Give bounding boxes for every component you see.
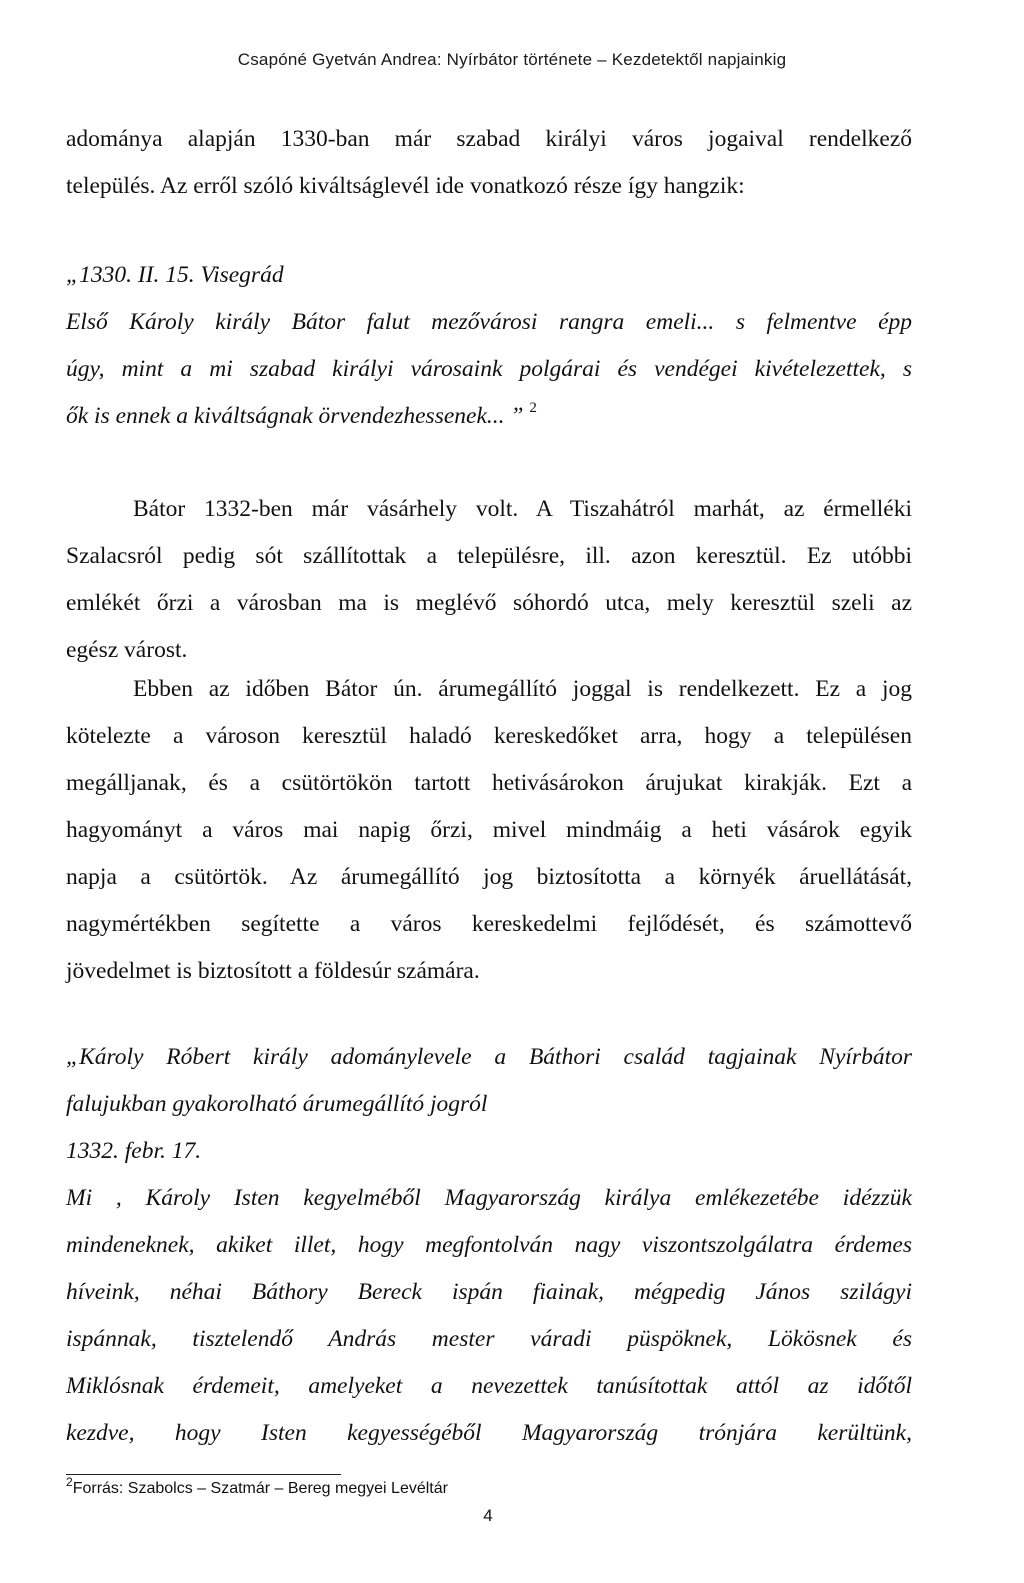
quote-line: mindeneknek, akiket illet, hogy megfontolván nagy viszontszolgálatra érdemes	[66, 1232, 912, 1258]
quote-line: ispánnak, tisztelendő András mester váradi püspöknek, Lökösnek és	[66, 1326, 912, 1352]
page-number: 4	[483, 1506, 493, 1525]
paragraph-market	[66, 486, 912, 674]
quote-line: híveink, néhai Báthory Bereck ispán fiainak, mégpedig János szilágyi	[66, 1279, 912, 1305]
text-line: napja a csütörtök. Az árumegállító jog biztosította a környék áruellátását,	[66, 864, 912, 890]
quote-line: úgy, mint a mi szabad királyi városaink polgárai és vendégei kivételezettek, s	[66, 356, 912, 382]
text-line: település. Az erről szóló kiváltságlevél ide vonatkozó része így hangzik:	[66, 173, 745, 199]
running-header: Csapóné Gyetván Andrea: Nyírbátor története – Kezdetektől napjainkig	[237, 50, 787, 69]
quote-title-line: falujukban gyakorolható árumegállító jogról	[66, 1091, 488, 1117]
footnote-separator	[66, 1474, 341, 1475]
quote-date: „1330. II. 15. Visegrád	[66, 262, 284, 288]
text-line: Bátor 1332-ben már vásárhely volt. A Tiszahátról marhát, az érmelléki	[133, 496, 912, 522]
quote-line: kezdve, hogy Isten kegyességéből Magyarország trónjára kerültünk,	[66, 1420, 912, 1446]
quote-line-last	[66, 393, 912, 440]
quote-line: Mi , Károly Isten kegyelméből Magyarország királya emlékezetébe idézzük	[66, 1185, 912, 1211]
footnote-text: Forrás: Szabolcs – Szatmár – Bereg megyei Levéltár	[72, 1480, 448, 1497]
quote-charter-1330	[66, 252, 912, 440]
quote-text: ők is ennek a kiváltságnak örvendezhessenek... ”	[66, 403, 524, 429]
text-line: egész várost.	[66, 637, 188, 663]
paragraph-staple-right	[66, 666, 912, 995]
text-line: kötelezte a városon keresztül haladó kereskedőket arra, hogy a településen	[66, 723, 912, 749]
quote-line: Első Károly király Bátor falut mezővárosi rangra emeli... s felmentve épp	[66, 309, 912, 335]
text-line: Ebben az időben Bátor ún. árumegállító joggal is rendelkezett. Ez a jog	[133, 676, 912, 702]
text-line: Szalacsról pedig sót szállítottak a településre, ill. azon keresztül. Ez utóbbi	[66, 543, 912, 569]
text-line: jövedelmet is biztosított a földesúr számára.	[66, 958, 480, 984]
quote-line: Miklósnak érdemeit, amelyeket a nevezettek tanúsítottak attól az időtől	[66, 1373, 912, 1399]
paragraph-intro	[66, 116, 912, 210]
quote-date: 1332. febr. 17.	[66, 1138, 202, 1164]
quote-title-line: „Károly Róbert király adománylevele a Báthori család tagjainak Nyírbátor	[66, 1044, 912, 1070]
quote-charter-1332	[66, 1034, 912, 1457]
text-line: adománya alapján 1330-ban már szabad királyi város jogaival rendelkező	[66, 126, 912, 152]
footnote-number: 2	[66, 1475, 73, 1489]
text-line: hagyományt a város mai napig őrzi, mivel mindmáig a heti vásárok egyik	[66, 817, 912, 843]
text-line: nagymértékben segítette a város kereskedelmi fejlődését, és számottevő	[66, 911, 912, 937]
text-line: megálljanak, és a csütörtökön tartott hetivásárokon árujukat kirakják. Ezt a	[66, 770, 912, 796]
footnote-reference: 2	[529, 400, 537, 416]
text-line: emlékét őrzi a városban ma is meglévő sóhordó utca, mely keresztül szeli az	[66, 590, 912, 616]
footnote	[66, 1475, 448, 1498]
